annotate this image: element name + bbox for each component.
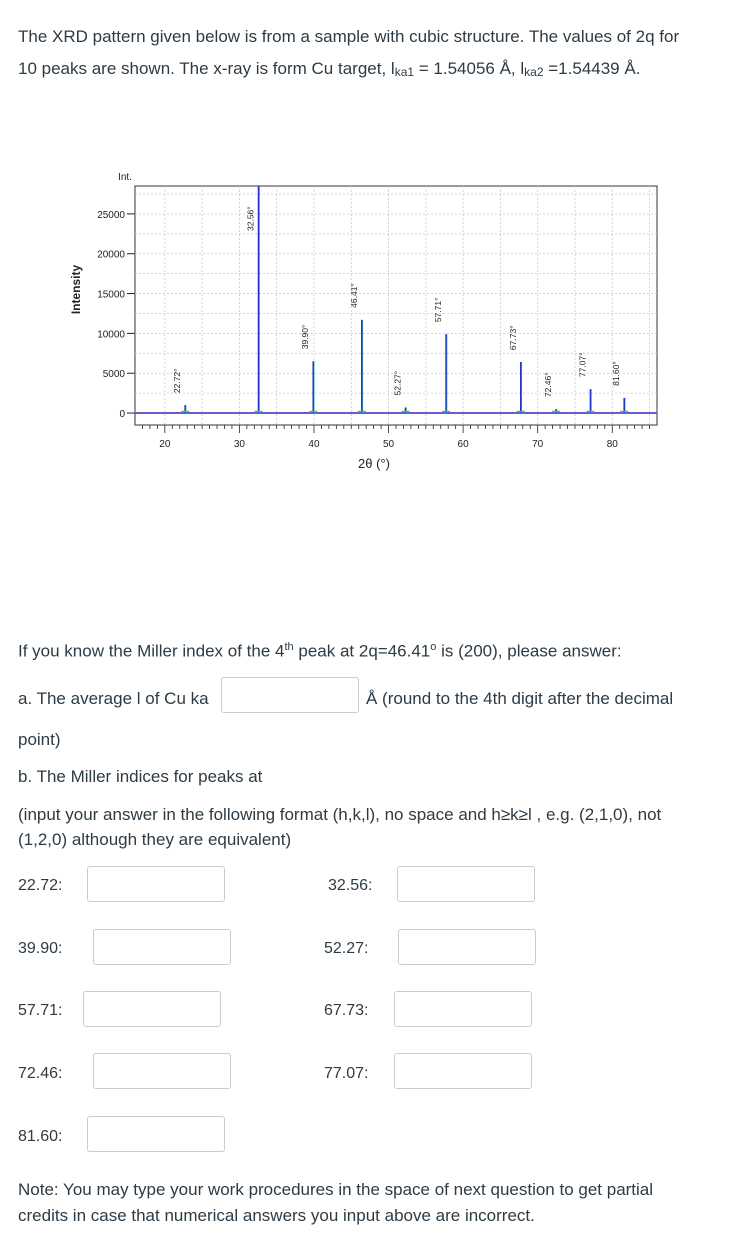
note-line-1: Note: You may type your work procedures in the space of next question to get partial (18, 1180, 654, 1199)
miller-text-c: is (200), please answer: (436, 641, 622, 661)
ka1-value: = 1.54056 Å, (414, 59, 521, 78)
lambda-symbol: l (390, 59, 395, 78)
part-a-label: a. The average l of Cu ka (18, 689, 209, 708)
x-tick-label: 70 (532, 439, 544, 450)
peak-label-72-46: 72.46: (18, 1065, 63, 1082)
miller-text-a: If you know the Miller index of the 4 (18, 641, 285, 661)
part-a-unit: Å (round to the 4th digit after the decimal (366, 689, 674, 708)
miller-input-57-71[interactable] (83, 991, 221, 1027)
y-tick-label: 20000 (97, 249, 125, 261)
peak-label: 67.73° (507, 325, 518, 351)
peak-label-52-27: 52.27: (324, 940, 369, 957)
part-b-label: b. The Miller indices for peaks at (18, 767, 263, 786)
peak-label-81-60: 81.60: (18, 1128, 63, 1145)
peak-label: 46.41° (348, 283, 359, 308)
x-tick-label: 30 (233, 439, 245, 450)
lambda-symbol-2: l (520, 59, 525, 78)
y-tick-label: 15000 (97, 289, 125, 301)
peak-label: 81.60° (611, 361, 622, 386)
y-axis-title: Intensity (69, 264, 83, 315)
peak-label: 57.71° (433, 297, 444, 323)
y-axis-short-title: Int. (118, 172, 132, 183)
miller-input-67-73[interactable] (394, 991, 532, 1027)
note-line-2: credits in case that numerical answers you input above are incorrect. (18, 1206, 535, 1225)
peak-label: 77.07° (577, 352, 588, 378)
peak-label-57-71: 57.71: (18, 1002, 63, 1019)
miller-input-32-56[interactable] (397, 866, 535, 902)
miller-text-b: peak at 2q=46.41 (293, 641, 431, 661)
ka1-subscript: ka1 (394, 65, 415, 79)
format-instruction-line-2: (1,2,0) although they are equivalent) (18, 830, 292, 849)
y-tick-label: 5000 (102, 369, 125, 381)
peak-label: 72.46° (543, 372, 554, 398)
x-tick-label: 40 (308, 439, 320, 450)
peak-label-77-07: 77.07: (324, 1065, 369, 1082)
intro-line-1: The XRD pattern given below is from a sample with cubic structure. The values of 2q for (18, 27, 680, 46)
peak-label: 39.90° (300, 324, 311, 350)
miller-input-72-46[interactable] (93, 1053, 231, 1089)
peak-label-67-73: 67.73: (324, 1002, 369, 1019)
miller-input-77-07[interactable] (394, 1053, 532, 1089)
miller-input-22-72[interactable] (87, 866, 225, 902)
x-tick-label: 50 (382, 439, 395, 450)
y-tick-label: 10000 (97, 329, 125, 341)
intro-line-2-text: 10 peaks are shown. The x-ray is form Cu target, (18, 59, 391, 78)
miller-sup-degree: o (430, 641, 437, 653)
peak-label-22-72: 22.72: (18, 877, 63, 894)
peak-label-32-56: 32.56: (328, 877, 373, 894)
x-tick-label: 20 (159, 439, 171, 450)
intro-line-2 (18, 56, 640, 83)
average-lambda-input[interactable] (221, 677, 359, 713)
x-tick-label: 80 (606, 439, 618, 450)
y-tick-label: 25000 (97, 209, 125, 221)
part-a-continuation: point) (18, 730, 61, 749)
format-instruction-line-1: (input your answer in the following format (h,k,l), no space and h≥k≥l , e.g. (2,1,0), not (18, 805, 662, 824)
peak-label: 32.56° (245, 206, 256, 231)
miller-sup-th: th (284, 641, 294, 653)
xrd-chart (60, 168, 670, 498)
miller-input-39-90[interactable] (93, 929, 231, 965)
ka2-value: =1.54439 Å. (543, 59, 641, 78)
peak-label: 22.72° (172, 368, 183, 394)
miller-input-52-27[interactable] (398, 929, 536, 965)
peak-label: 52.27° (392, 370, 403, 396)
y-tick-label: 0 (119, 409, 125, 421)
miller-input-81-60[interactable] (87, 1116, 225, 1152)
x-tick-label: 60 (457, 439, 469, 450)
x-axis-title: 2θ (°) (358, 456, 390, 471)
ka2-subscript: ka2 (524, 65, 544, 79)
peak-label-39-90: 39.90: (18, 940, 63, 957)
miller-statement (18, 634, 622, 665)
